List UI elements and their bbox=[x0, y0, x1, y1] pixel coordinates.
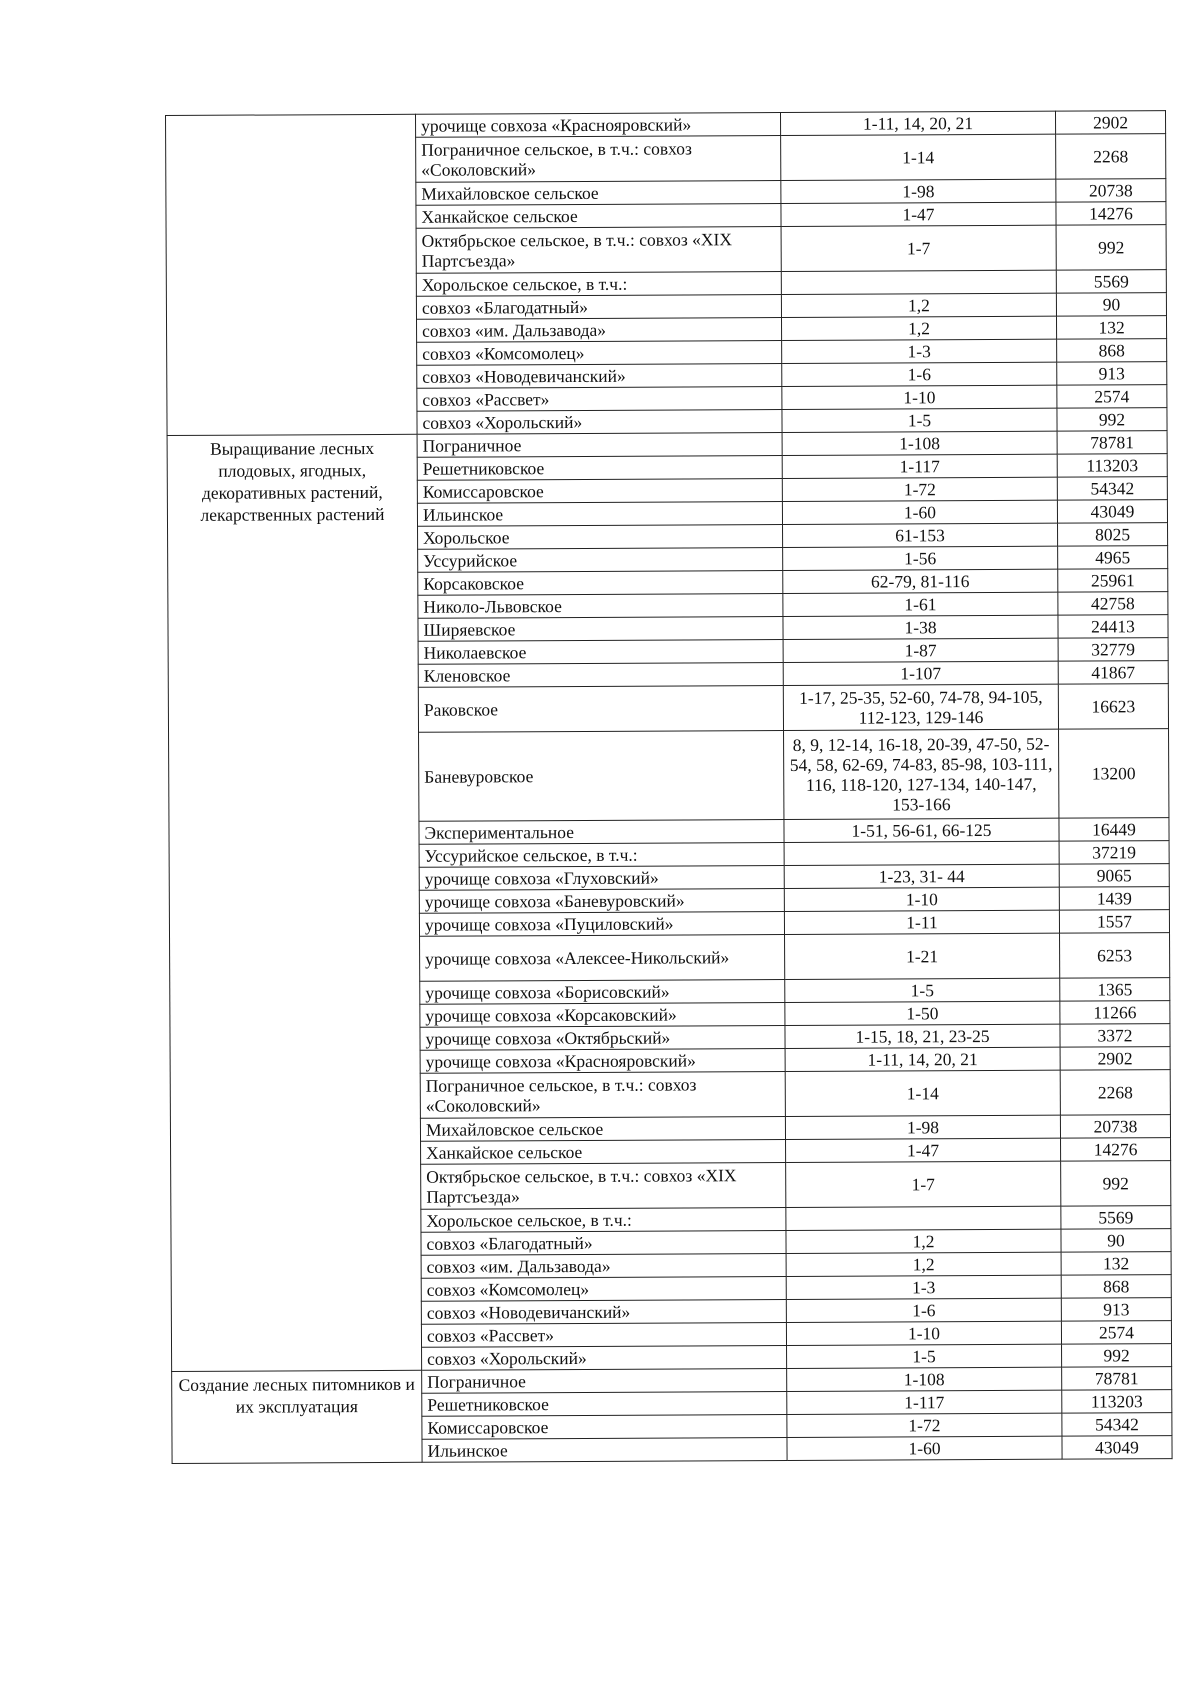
quarters-cell: 1-5 bbox=[782, 408, 1057, 432]
forestry-name-cell: урочище совхоза «Октябрьский» bbox=[420, 1025, 785, 1050]
forestry-name-cell: Ильинское bbox=[422, 1437, 787, 1462]
quarters-cell: 1-117 bbox=[782, 454, 1057, 478]
forestry-name-cell: совхоз «Хорольский» bbox=[422, 1345, 787, 1370]
quarters-cell: 1-3 bbox=[782, 339, 1057, 363]
area-cell: 20738 bbox=[1060, 1115, 1170, 1139]
area-cell: 25961 bbox=[1058, 569, 1168, 593]
area-cell: 43049 bbox=[1057, 500, 1167, 524]
quarters-cell: 1-87 bbox=[783, 638, 1058, 662]
area-cell: 2902 bbox=[1055, 111, 1165, 135]
area-cell: 32779 bbox=[1058, 638, 1168, 662]
quarters-cell: 1-5 bbox=[787, 1344, 1062, 1368]
quarters-cell: 1-60 bbox=[787, 1436, 1062, 1460]
area-cell: 913 bbox=[1061, 1298, 1171, 1322]
area-cell: 90 bbox=[1056, 293, 1166, 317]
quarters-cell: 1-38 bbox=[783, 615, 1058, 639]
forestry-name-cell: Хорольское сельское, в т.ч.: bbox=[416, 271, 781, 296]
activity-cell: Выращивание лесных плодовых, ягодных, декоративных растений, лекарственных растений bbox=[167, 434, 422, 1371]
area-cell: 78781 bbox=[1062, 1367, 1172, 1391]
quarters-cell: 1,2 bbox=[781, 293, 1056, 317]
forestry-name-cell: Комиссаровское bbox=[417, 478, 782, 503]
quarters-cell: 1-14 bbox=[785, 1070, 1060, 1116]
forestry-name-cell: Пограничное сельское, в т.ч.: совхоз «Соколовский» bbox=[416, 135, 781, 182]
quarters-cell: 1-7 bbox=[781, 225, 1056, 271]
quarters-cell: 1-117 bbox=[787, 1390, 1062, 1414]
forestry-name-cell: Экспериментальное bbox=[419, 819, 784, 844]
quarters-cell: 1-61 bbox=[783, 592, 1058, 616]
area-cell: 913 bbox=[1057, 362, 1167, 386]
quarters-cell: 1-51, 56-61, 66-125 bbox=[784, 818, 1059, 842]
area-cell: 24413 bbox=[1058, 615, 1168, 639]
forestry-name-cell: Решетниковское bbox=[417, 455, 782, 480]
forestry-name-cell: Михайловское сельское bbox=[420, 1116, 785, 1141]
quarters-cell: 1-11, 14, 20, 21 bbox=[780, 111, 1055, 135]
area-cell: 113203 bbox=[1057, 454, 1167, 478]
area-cell: 43049 bbox=[1062, 1436, 1172, 1460]
forestry-name-cell: Хорольское сельское, в т.ч.: bbox=[421, 1207, 786, 1232]
forestry-name-cell: урочище совхоза «Глуховский» bbox=[419, 865, 784, 890]
area-cell: 8025 bbox=[1058, 523, 1168, 547]
forestry-name-cell: Корсаковское bbox=[418, 570, 783, 595]
forestry-name-cell: Пограничное bbox=[417, 432, 782, 457]
quarters-cell: 61-153 bbox=[783, 523, 1058, 547]
forestry-name-cell: Комиссаровское bbox=[422, 1414, 787, 1439]
quarters-cell bbox=[784, 841, 1059, 865]
area-cell: 42758 bbox=[1058, 592, 1168, 616]
area-cell: 13200 bbox=[1059, 729, 1169, 819]
area-cell: 20738 bbox=[1056, 179, 1166, 203]
area-cell: 5569 bbox=[1056, 270, 1166, 294]
quarters-cell: 1-6 bbox=[782, 362, 1057, 386]
forestry-name-cell: урочище совхоза «Краснояровский» bbox=[420, 1048, 785, 1073]
area-cell: 78781 bbox=[1057, 431, 1167, 455]
forestry-name-cell: Ханкайское сельское bbox=[416, 203, 781, 228]
area-cell: 3372 bbox=[1060, 1024, 1170, 1048]
forestry-name-cell: урочище совхоза «Борисовский» bbox=[420, 979, 785, 1004]
area-cell: 41867 bbox=[1058, 661, 1168, 685]
area-cell: 2574 bbox=[1061, 1321, 1171, 1345]
area-cell: 14276 bbox=[1056, 202, 1166, 226]
forestry-name-cell: совхоз «Новодевичанский» bbox=[421, 1299, 786, 1324]
quarters-cell: 1-108 bbox=[782, 431, 1057, 455]
quarters-cell: 1-15, 18, 21, 23-25 bbox=[785, 1024, 1060, 1048]
forestry-name-cell: Николаевское bbox=[418, 639, 783, 664]
forestry-name-cell: совхоз «Рассвет» bbox=[417, 386, 782, 411]
area-cell: 113203 bbox=[1062, 1390, 1172, 1414]
forestry-name-cell: урочище совхоза «Баневуровский» bbox=[419, 888, 784, 913]
quarters-cell: 1-72 bbox=[787, 1413, 1062, 1437]
area-cell: 9065 bbox=[1059, 864, 1169, 888]
forestry-name-cell: Ханкайское сельское bbox=[421, 1139, 786, 1164]
quarters-cell: 1-10 bbox=[784, 887, 1059, 911]
quarters-cell: 1,2 bbox=[786, 1229, 1061, 1253]
forestry-name-cell: Ильинское bbox=[417, 501, 782, 526]
forestry-name-cell: совхоз «Рассвет» bbox=[421, 1322, 786, 1347]
quarters-cell: 1-17, 25-35, 52-60, 74-78, 94-105, 112-123, 129-146 bbox=[783, 684, 1058, 730]
area-cell: 132 bbox=[1056, 316, 1166, 340]
quarters-cell: 1-56 bbox=[783, 546, 1058, 570]
forestry-name-cell: совхоз «им. Дальзавода» bbox=[417, 317, 782, 342]
area-cell: 992 bbox=[1062, 1344, 1172, 1368]
quarters-cell bbox=[786, 1206, 1061, 1230]
quarters-cell: 1-107 bbox=[783, 661, 1058, 685]
quarters-cell: 1-7 bbox=[786, 1161, 1061, 1207]
quarters-cell: 1-11, 14, 20, 21 bbox=[785, 1047, 1060, 1071]
quarters-cell: 62-79, 81-116 bbox=[783, 569, 1058, 593]
area-cell: 992 bbox=[1061, 1161, 1171, 1207]
quarters-cell: 1-5 bbox=[785, 978, 1060, 1002]
forestry-name-cell: Раковское bbox=[418, 685, 783, 732]
forestry-name-cell: совхоз «Благодатный» bbox=[416, 294, 781, 319]
forestry-name-cell: Баневуровское bbox=[419, 730, 784, 821]
area-cell: 54342 bbox=[1057, 477, 1167, 501]
area-cell: 1557 bbox=[1059, 910, 1169, 934]
forestry-name-cell: совхоз «Хорольский» bbox=[417, 409, 782, 434]
area-cell: 1365 bbox=[1060, 978, 1170, 1002]
quarters-cell: 1-3 bbox=[786, 1275, 1061, 1299]
area-cell: 2574 bbox=[1057, 385, 1167, 409]
forestry-name-cell: Ширяевское bbox=[418, 616, 783, 641]
quarters-cell: 1-10 bbox=[786, 1321, 1061, 1345]
quarters-cell: 1-11 bbox=[784, 910, 1059, 934]
quarters-cell: 1-98 bbox=[781, 179, 1056, 203]
area-cell: 992 bbox=[1056, 225, 1166, 271]
area-cell: 868 bbox=[1061, 1275, 1171, 1299]
forestry-name-cell: совхоз «им. Дальзавода» bbox=[421, 1253, 786, 1278]
forestry-name-cell: Пограничное bbox=[422, 1368, 787, 1393]
forestry-name-cell: Кленовское bbox=[418, 662, 783, 687]
forestry-name-cell: Уссурийское сельское, в т.ч.: bbox=[419, 842, 784, 867]
quarters-cell: 1-47 bbox=[781, 202, 1056, 226]
quarters-cell: 1-14 bbox=[781, 134, 1056, 180]
forestry-name-cell: урочище совхоза «Пуциловский» bbox=[419, 911, 784, 936]
forestry-name-cell: Октябрьское сельское, в т.ч.: совхоз «XIX Партсъезда» bbox=[421, 1162, 786, 1209]
area-cell: 11266 bbox=[1060, 1001, 1170, 1025]
area-cell: 132 bbox=[1061, 1252, 1171, 1276]
quarters-cell bbox=[781, 270, 1056, 294]
activity-cell bbox=[166, 114, 418, 435]
quarters-cell: 8, 9, 12-14, 16-18, 20-39, 47-50, 52-54, 58, 62-69, 74-83, 85-98, 103-111, 116, 118-120, 127-134, 140-147, 153-166 bbox=[784, 729, 1059, 819]
area-cell: 2268 bbox=[1056, 134, 1166, 180]
area-cell: 6253 bbox=[1060, 933, 1170, 979]
area-cell: 868 bbox=[1057, 339, 1167, 363]
forestry-name-cell: Хорольское bbox=[418, 524, 783, 549]
forestry-name-cell: Пограничное сельское, в т.ч.: совхоз «Соколовский» bbox=[420, 1071, 785, 1118]
area-cell: 5569 bbox=[1061, 1206, 1171, 1230]
activity-cell: Создание лесных питомников и их эксплуатация bbox=[172, 1370, 422, 1463]
forestry-name-cell: Решетниковское bbox=[422, 1391, 787, 1416]
quarters-cell: 1-60 bbox=[782, 500, 1057, 524]
area-cell: 16623 bbox=[1058, 684, 1168, 730]
quarters-cell: 1-10 bbox=[782, 385, 1057, 409]
quarters-cell: 1-72 bbox=[782, 477, 1057, 501]
forestry-name-cell: совхоз «Комсомолец» bbox=[421, 1276, 786, 1301]
quarters-cell: 1-21 bbox=[785, 933, 1060, 979]
forestry-name-cell: Уссурийское bbox=[418, 547, 783, 572]
area-cell: 37219 bbox=[1059, 841, 1169, 865]
area-cell: 992 bbox=[1057, 408, 1167, 432]
forestry-name-cell: совхоз «Благодатный» bbox=[421, 1230, 786, 1255]
quarters-cell: 1-50 bbox=[785, 1001, 1060, 1025]
forestry-name-cell: Николо-Львовское bbox=[418, 593, 783, 618]
area-cell: 16449 bbox=[1059, 818, 1169, 842]
quarters-cell: 1-108 bbox=[787, 1367, 1062, 1391]
area-cell: 14276 bbox=[1061, 1138, 1171, 1162]
forestry-name-cell: совхоз «Новодевичанский» bbox=[417, 363, 782, 388]
area-cell: 2902 bbox=[1060, 1047, 1170, 1071]
quarters-cell: 1,2 bbox=[781, 316, 1056, 340]
forestry-name-cell: совхоз «Комсомолец» bbox=[417, 340, 782, 365]
quarters-cell: 1-6 bbox=[786, 1298, 1061, 1322]
area-cell: 1439 bbox=[1059, 887, 1169, 911]
area-cell: 2268 bbox=[1060, 1070, 1170, 1116]
quarters-cell: 1,2 bbox=[786, 1252, 1061, 1276]
forestry-name-cell: урочище совхоза «Алексее-Никольский» bbox=[420, 934, 785, 981]
forestry-name-cell: урочище совхоза «Краснояровский» bbox=[415, 112, 780, 137]
quarters-cell: 1-47 bbox=[786, 1138, 1061, 1162]
area-cell: 90 bbox=[1061, 1229, 1171, 1253]
quarters-cell: 1-98 bbox=[785, 1115, 1060, 1139]
area-cell: 4965 bbox=[1058, 546, 1168, 570]
forestry-name-cell: урочище совхоза «Корсаковский» bbox=[420, 1002, 785, 1027]
forestry-name-cell: Октябрьское сельское, в т.ч.: совхоз «XIX Партсъезда» bbox=[416, 226, 781, 273]
area-cell: 54342 bbox=[1062, 1413, 1172, 1437]
forestry-table bbox=[165, 110, 1173, 1464]
quarters-cell: 1-23, 31- 44 bbox=[784, 864, 1059, 888]
forestry-name-cell: Михайловское сельское bbox=[416, 180, 781, 205]
